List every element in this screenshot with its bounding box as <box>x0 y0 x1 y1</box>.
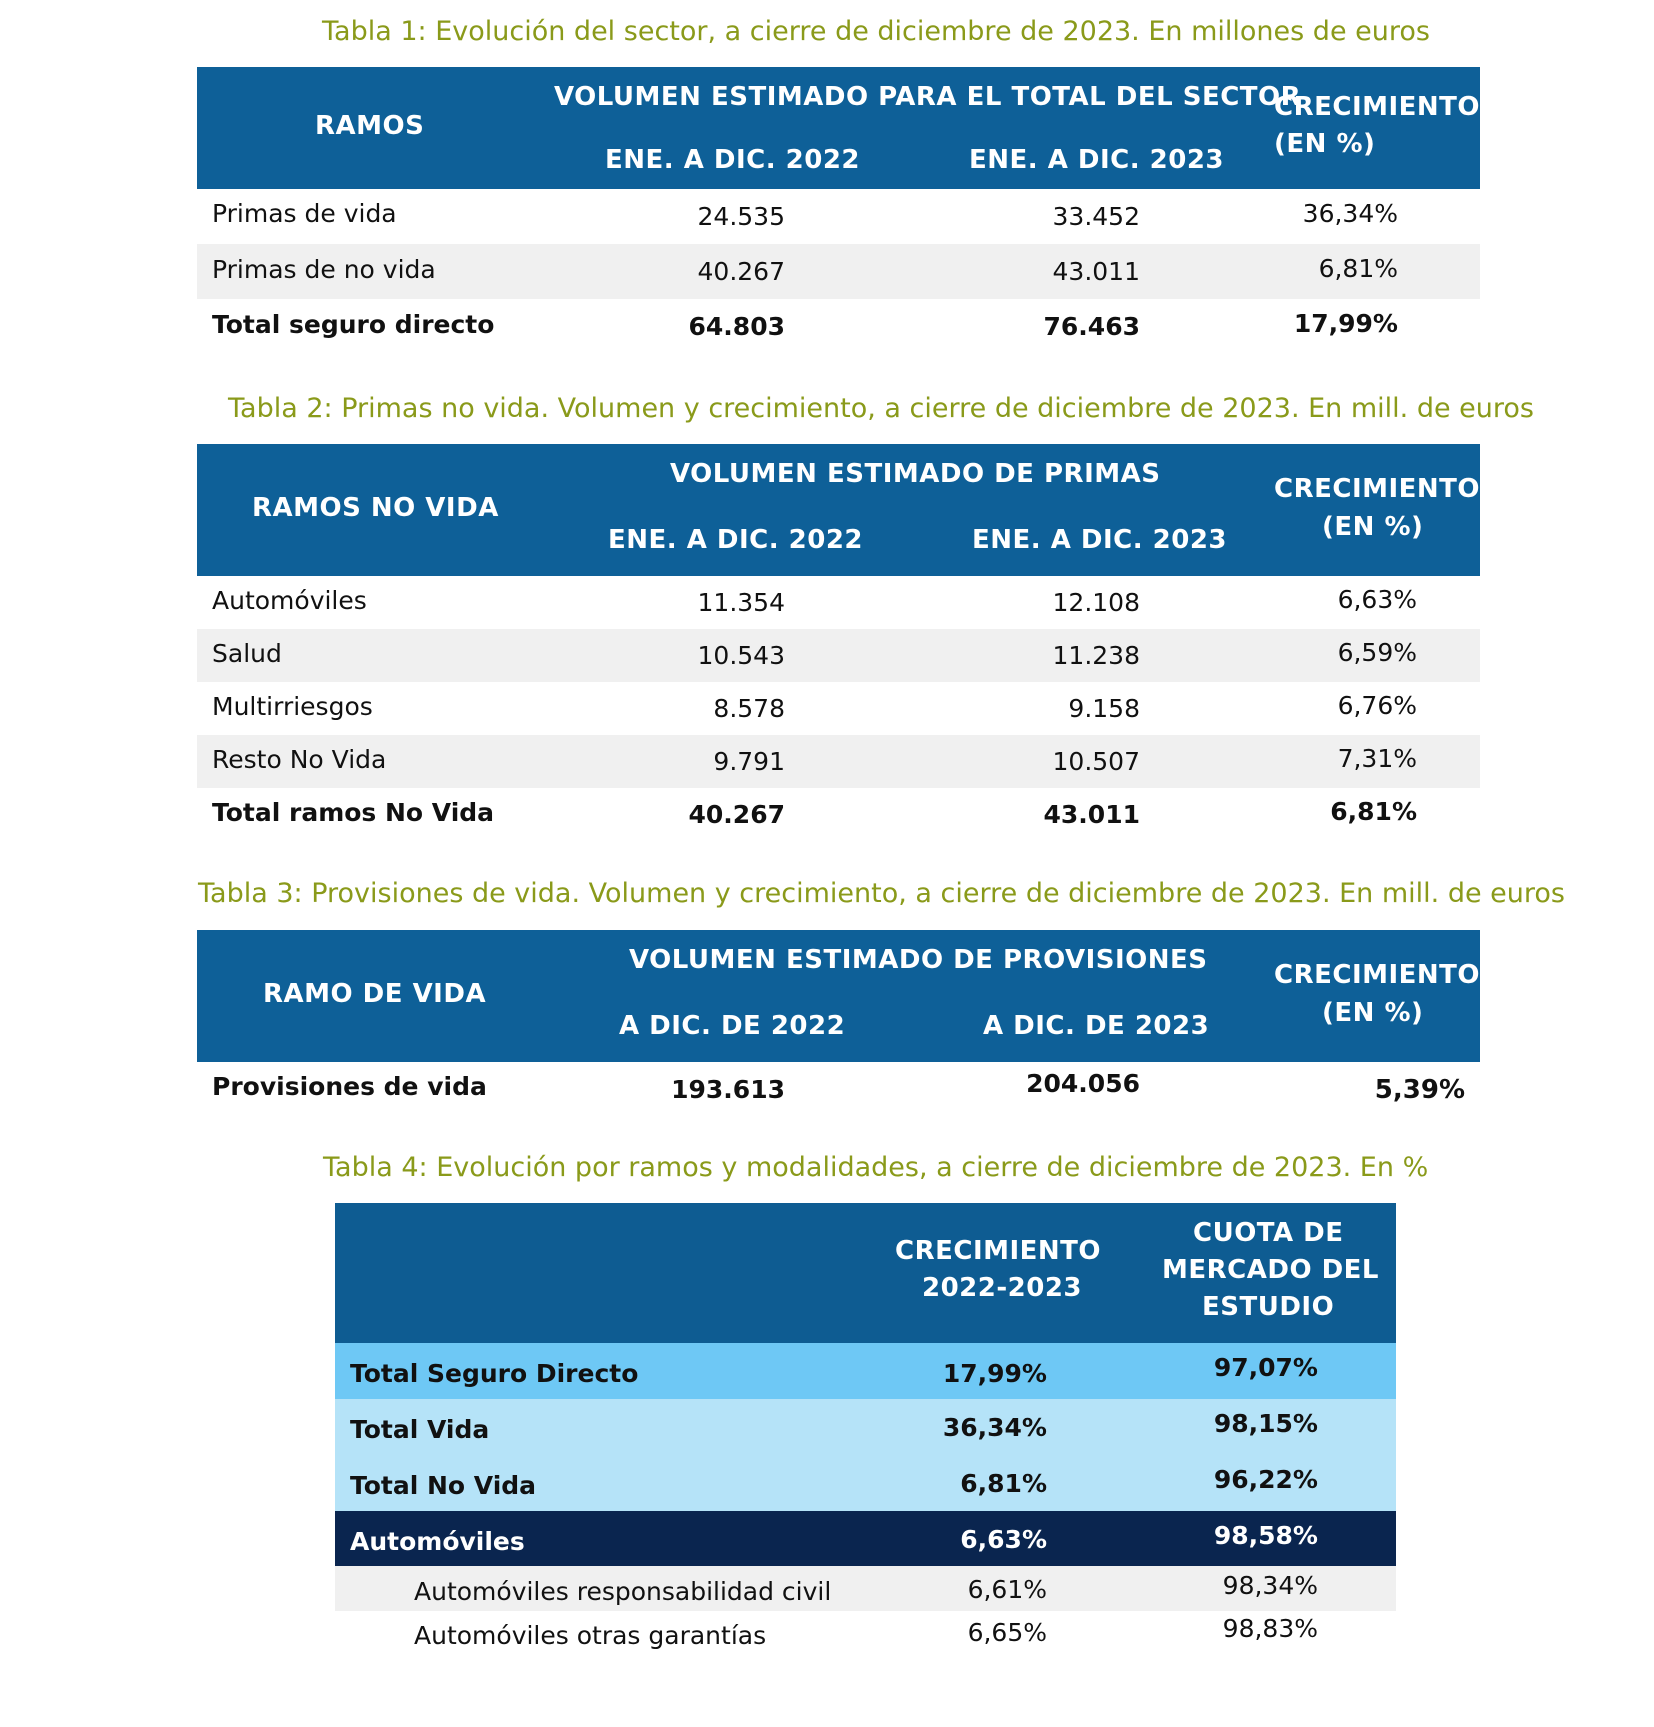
table3-header-growth-unit: (EN %) <box>1322 998 1424 1028</box>
table2-total-row <box>197 788 1480 841</box>
table2-cell-growth: 7,31% <box>1337 744 1417 773</box>
table4-row <box>335 1399 1396 1455</box>
table1-header-2023: ENE. A DIC. 2023 <box>969 145 1225 175</box>
table2-cell-2022: 9.791 <box>713 747 785 776</box>
table4-cell-label: Total No Vida <box>350 1471 537 1500</box>
table4-cell-share: 98,83% <box>1222 1614 1318 1643</box>
table1-cell-label: Primas de vida <box>212 199 397 228</box>
table4-cell-growth: 36,34% <box>942 1413 1047 1442</box>
table2-caption: Tabla 2: Primas no vida. Volumen y crecimiento, a cierre de diciembre de 2023. En mill. de euros <box>228 393 1534 424</box>
table2-cell-2022: 8.578 <box>713 694 785 723</box>
table2-header-growth-unit: (EN %) <box>1322 512 1424 542</box>
table1-cell-label: Primas de no vida <box>212 255 436 284</box>
table2-cell-2023: 12.108 <box>1052 588 1140 617</box>
table4-cell-label: Automóviles otras garantías <box>414 1621 767 1650</box>
table2-header <box>197 444 1480 576</box>
table1-header-growth: CRECIMIENTO <box>1274 92 1481 122</box>
table4-cell-label: Total Vida <box>350 1415 490 1444</box>
table3-header-growth: CRECIMIENTO <box>1274 960 1481 990</box>
table3-row <box>197 1062 1480 1117</box>
table2-cell-2022: 40.267 <box>688 800 785 829</box>
table1-caption: Tabla 1: Evolución del sector, a cierre de diciembre de 2023. En millones de euros <box>322 16 1430 47</box>
table4-cell-growth: 6,81% <box>960 1469 1047 1498</box>
table4-cell-growth: 6,61% <box>967 1575 1047 1604</box>
table3-header-group: VOLUMEN ESTIMADO DE PROVISIONES <box>629 945 1208 975</box>
table1-header-group: VOLUMEN ESTIMADO PARA EL TOTAL DEL SECTOR <box>554 82 1302 112</box>
table2-cell-label: Salud <box>212 639 282 668</box>
table2-cell-2022: 11.354 <box>697 588 785 617</box>
table2-cell-label: Total ramos No Vida <box>212 798 495 827</box>
table4-cell-growth: 6,63% <box>960 1525 1047 1554</box>
table2-cell-2023: 10.507 <box>1052 747 1140 776</box>
table2-header-2022: ENE. A DIC. 2022 <box>608 525 864 555</box>
table2-cell-2023: 43.011 <box>1043 800 1140 829</box>
table3-header <box>197 930 1480 1062</box>
table3-header-2022: A DIC. DE 2022 <box>619 1011 846 1041</box>
table4-cell-label: Total Seguro Directo <box>350 1359 639 1388</box>
table3 <box>197 930 1480 1120</box>
table4-row <box>335 1611 1396 1656</box>
table4-row <box>335 1511 1396 1566</box>
table2-cell-2023: 11.238 <box>1052 641 1140 670</box>
table4-cell-share: 96,22% <box>1213 1465 1318 1494</box>
table1 <box>197 67 1480 357</box>
table2-cell-label: Automóviles <box>212 586 367 615</box>
table1-header-growth-unit: (EN %) <box>1274 129 1376 159</box>
table4-header-growth: CRECIMIENTO <box>895 1236 1102 1266</box>
table1-header-2022: ENE. A DIC. 2022 <box>605 145 861 175</box>
table4-cell-growth: 6,65% <box>967 1618 1047 1647</box>
table2 <box>197 444 1480 834</box>
table2-header-2023: ENE. A DIC. 2023 <box>972 525 1228 555</box>
table2-cell-growth: 6,81% <box>1330 797 1417 826</box>
table3-cell-2023: 204.056 <box>1026 1069 1140 1098</box>
table3-cell-growth: 5,39% <box>1374 1075 1465 1105</box>
table3-cell-2022: 193.613 <box>671 1075 785 1104</box>
table1-cell-2022: 40.267 <box>697 257 785 286</box>
table4-caption: Tabla 4: Evolución por ramos y modalidades, a cierre de diciembre de 2023. En % <box>323 1152 1429 1183</box>
table1-cell-growth: 36,34% <box>1302 199 1398 228</box>
table2-cell-growth: 6,63% <box>1337 585 1417 614</box>
table2-row <box>197 629 1480 682</box>
table1-total-row <box>197 299 1480 354</box>
table4-header-growth-period: 2022-2023 <box>922 1273 1083 1303</box>
table4 <box>335 1203 1396 1663</box>
table4-cell-share: 97,07% <box>1213 1353 1318 1382</box>
table4-cell-label: Automóviles responsabilidad civil <box>414 1577 832 1606</box>
table1-cell-2022: 64.803 <box>688 312 785 341</box>
table4-header-share-2: MERCADO DEL <box>1162 1255 1380 1285</box>
table4-cell-share: 98,34% <box>1222 1571 1318 1600</box>
table1-row <box>197 189 1480 244</box>
table2-cell-label: Resto No Vida <box>212 745 387 774</box>
table1-cell-2023: 43.011 <box>1052 257 1140 286</box>
table3-header-ramo: RAMO DE VIDA <box>263 979 487 1009</box>
table4-cell-growth: 17,99% <box>942 1359 1047 1388</box>
table4-cell-label: Automóviles <box>350 1527 525 1556</box>
table2-cell-growth: 6,59% <box>1337 638 1417 667</box>
table1-cell-2022: 24.535 <box>697 202 785 231</box>
table4-row <box>335 1455 1396 1511</box>
table2-row <box>197 682 1480 735</box>
table3-header-2023: A DIC. DE 2023 <box>983 1011 1210 1041</box>
table3-caption: Tabla 3: Provisiones de vida. Volumen y crecimiento, a cierre de diciembre de 2023. En mill. de euros <box>198 878 1565 909</box>
table4-cell-share: 98,58% <box>1213 1521 1318 1550</box>
table2-header-ramos: RAMOS NO VIDA <box>252 493 499 523</box>
table4-row <box>335 1343 1396 1399</box>
table4-header-share-1: CUOTA DE <box>1193 1218 1344 1248</box>
table1-header-ramos: RAMOS <box>315 111 425 141</box>
table2-row <box>197 735 1480 788</box>
table2-cell-2023: 9.158 <box>1068 694 1140 723</box>
table2-header-group: VOLUMEN ESTIMADO DE PRIMAS <box>670 459 1161 489</box>
table2-row <box>197 576 1480 629</box>
table1-cell-growth: 6,81% <box>1318 254 1398 283</box>
table2-cell-growth: 6,76% <box>1337 691 1417 720</box>
table4-header-share-3: ESTUDIO <box>1202 1292 1335 1322</box>
table2-cell-2022: 10.543 <box>697 641 785 670</box>
table4-row <box>335 1566 1396 1611</box>
table1-cell-2023: 33.452 <box>1052 202 1140 231</box>
table1-cell-label: Total seguro directo <box>212 310 495 339</box>
table2-cell-label: Multirriesgos <box>212 692 373 721</box>
table1-cell-growth: 17,99% <box>1293 309 1398 338</box>
table4-cell-share: 98,15% <box>1213 1409 1318 1438</box>
table3-cell-label: Provisiones de vida <box>212 1072 487 1101</box>
table4-header <box>335 1203 1396 1343</box>
table1-cell-2023: 76.463 <box>1043 312 1140 341</box>
table2-header-growth: CRECIMIENTO <box>1274 474 1481 504</box>
table1-header <box>197 67 1480 189</box>
table1-row <box>197 244 1480 299</box>
